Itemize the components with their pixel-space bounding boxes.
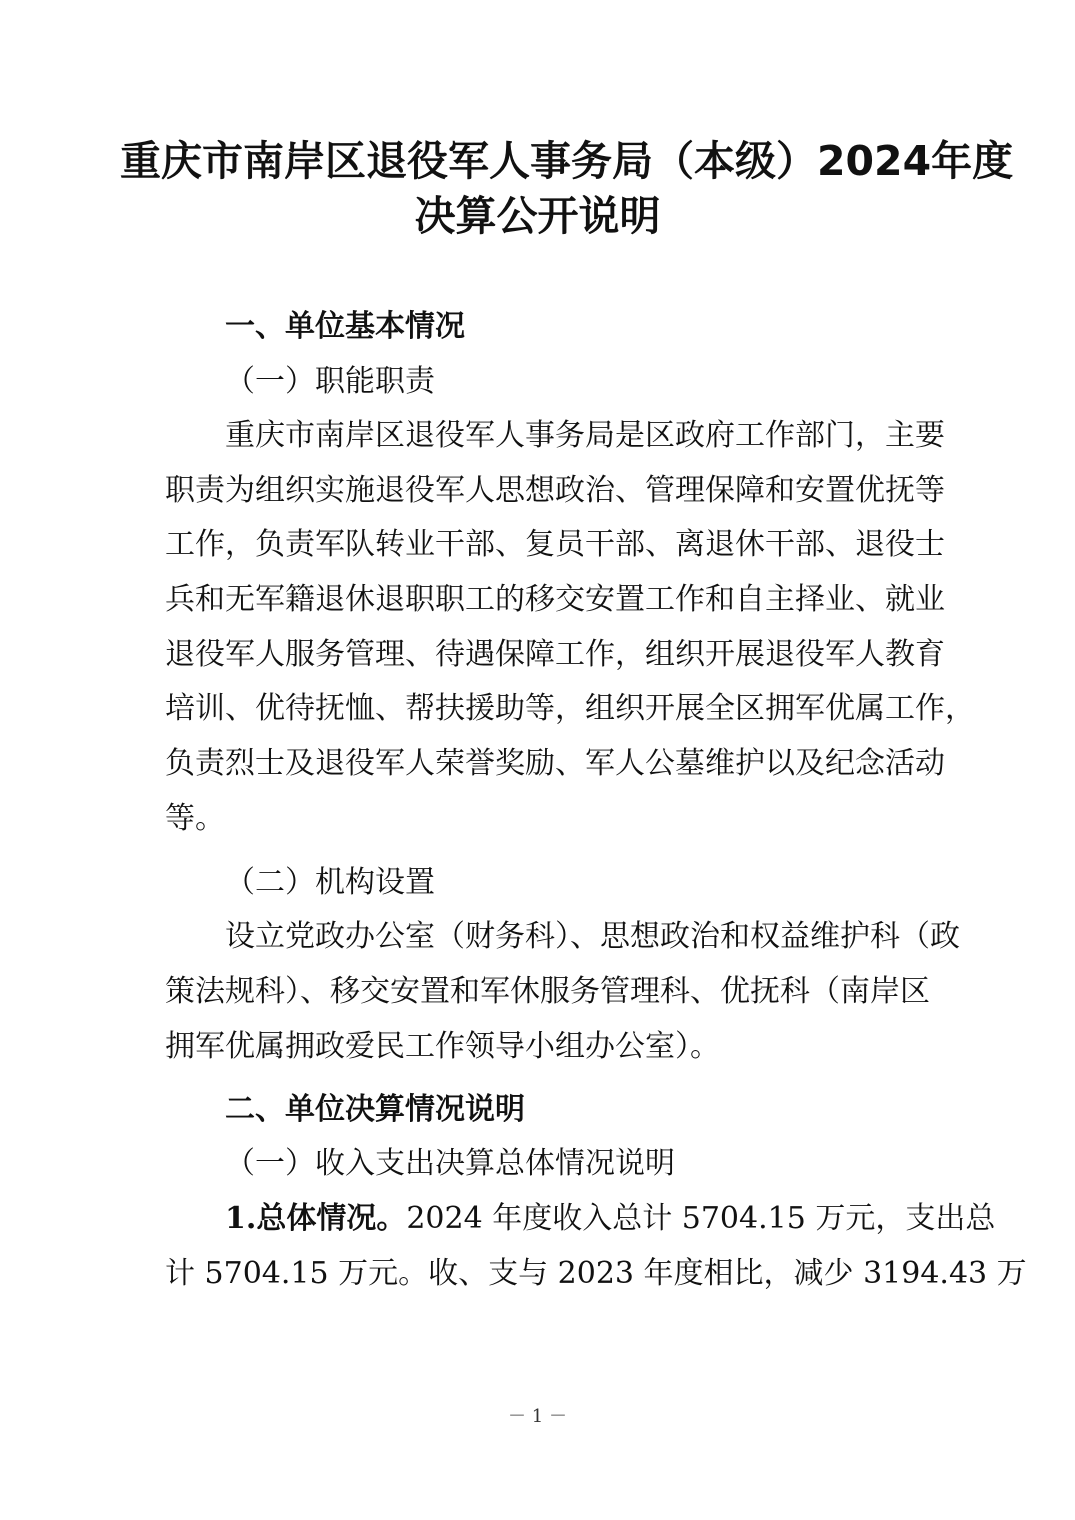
document-title-line-2: 决算公开说明	[414, 192, 661, 240]
paragraph-line: 策法规科）、移交安置和军休服务管理科、优抚科（南岸区	[165, 974, 930, 1009]
subsection-heading-functions: （一）职能职责	[225, 364, 435, 399]
subsection-heading-organization: （二）机构设置	[225, 865, 435, 900]
paragraph-line: 设立党政办公室（财务科）、思想政治和权益维护科（政	[225, 919, 960, 954]
paragraph-line: 负责烈士及退役军人荣誉奖励、军人公墓维护以及纪念活动	[165, 746, 945, 781]
paragraph-line: 兵和无军籍退休退职职工的移交安置工作和自主择业、就业	[165, 582, 945, 617]
document-title-line-1: 重庆市南岸区退役军人事务局（本级）2024年度	[120, 137, 1014, 185]
paragraph-line: 职责为组织实施退役军人思想政治、管理保障和安置优抚等	[165, 473, 945, 508]
section-heading-final-accounts: 二、单位决算情况说明	[225, 1092, 525, 1127]
overall-text: 2024 年度收入总计 5704.15 万元，支出总	[406, 1201, 996, 1236]
page-number: － 1 －	[508, 1406, 567, 1427]
paragraph-line: 拥军优属拥政爱民工作领导小组办公室）。	[165, 1029, 720, 1064]
subsection-heading-income-expenditure: （一）收入支出决算总体情况说明	[225, 1146, 675, 1181]
paragraph-line: 工作，负责军队转业干部、复员干部、离退休干部、退役士	[165, 527, 945, 562]
paragraph-line: 重庆市南岸区退役军人事务局是区政府工作部门，主要	[225, 418, 945, 453]
paragraph-line: 等。	[165, 801, 225, 836]
paragraph-line: 退役军人服务管理、待遇保障工作，组织开展退役军人教育	[165, 637, 945, 672]
paragraph-line-overall	[225, 1199, 996, 1239]
overall-lead-label: 1.总体情况。	[225, 1201, 407, 1236]
section-heading-unit-basic-info: 一、单位基本情况	[225, 309, 465, 344]
paragraph-line: 培训、优待抚恤、帮扶援助等，组织开展全区拥军优属工作，	[165, 691, 975, 726]
paragraph-line: 计 5704.15 万元。收、支与 2023 年度相比，减少 3194.43 万	[165, 1256, 1027, 1291]
